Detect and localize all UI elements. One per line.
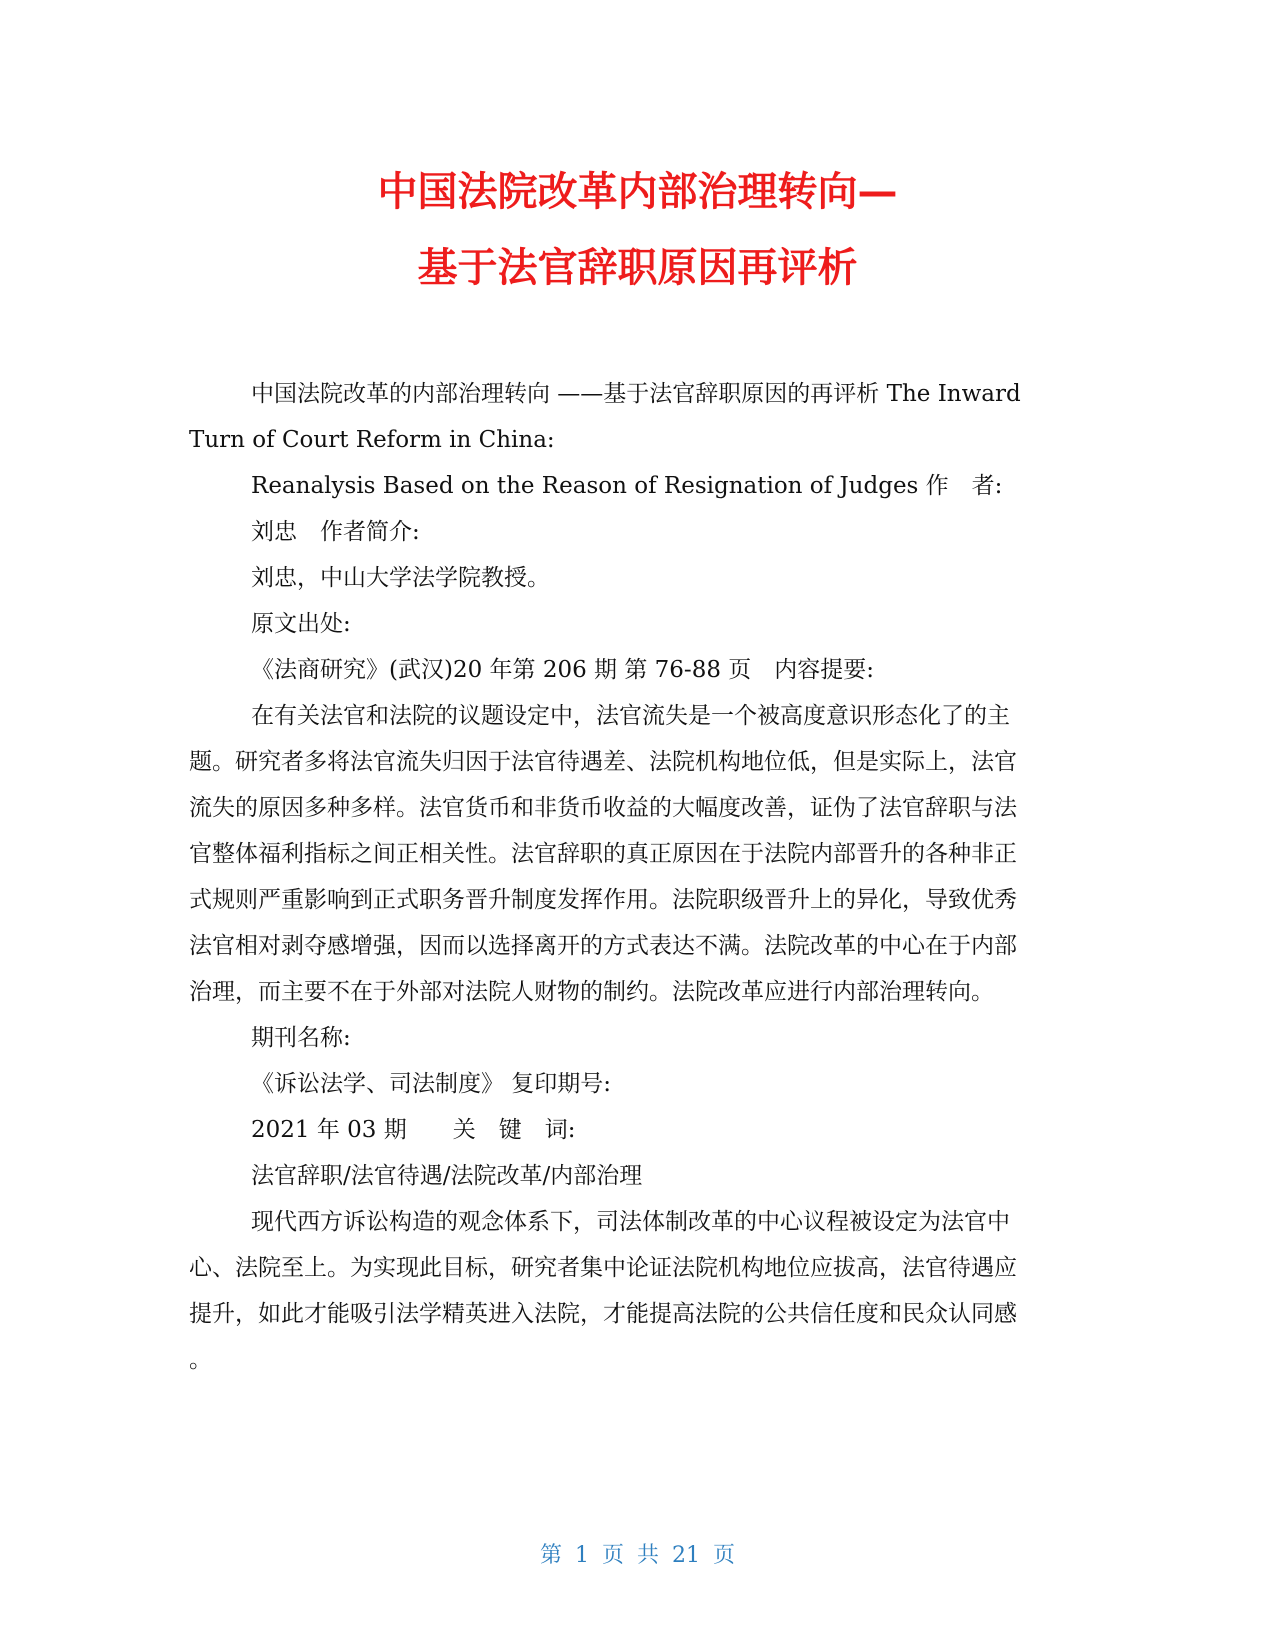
text-line: 刘忠，中山大学法学院教授。 — [251, 565, 550, 591]
text-line: 期刊名称: — [251, 1025, 351, 1051]
text-line: 题。研究者多将法官流失归因于法官待遇差、法院机构地位低，但是实际上，法官 — [189, 749, 1017, 775]
document-title-line-1: 中国法院改革内部治理转向— — [377, 169, 898, 215]
text-line: 式规则严重影响到正式职务晋升制度发挥作用。法院职级晋升上的异化，导致优秀 — [189, 887, 1017, 913]
text-line: 中国法院改革的内部治理转向 ——基于法官辞职原因的再评析 The Inward — [251, 381, 1021, 407]
text-line: 2021 年 03 期 关 键 词: — [251, 1117, 576, 1143]
text-line: 现代西方诉讼构造的观念体系下，司法体制改革的中心议程被设定为法官中 — [251, 1209, 1010, 1235]
text-line: 法官相对剥夺感增强，因而以选择离开的方式表达不满。法院改革的中心在于内部 — [189, 933, 1017, 959]
page-number-footer: 第 1 页 共 21 页 — [540, 1543, 735, 1568]
text-line: Reanalysis Based on the Reason of Resignation of Judges 作 者: — [251, 473, 1003, 499]
text-line: 《诉讼法学、司法制度》 复印期号: — [251, 1071, 612, 1097]
document-title-line-2: 基于法官辞职原因再评析 — [417, 245, 858, 291]
text-line: 提升，如此才能吸引法学精英进入法院，才能提高法院的公共信任度和民众认同感 — [189, 1301, 1017, 1327]
text-line: 刘忠 作者简介: — [251, 519, 420, 545]
text-line: 。 — [189, 1347, 212, 1373]
text-line: 官整体福利指标之间正相关性。法官辞职的真正原因在于法院内部晋升的各种非正 — [189, 841, 1017, 867]
text-line: Turn of Court Reform in China: — [189, 427, 555, 453]
text-line: 法官辞职/法官待遇/法院改革/内部治理 — [251, 1163, 643, 1189]
text-line: 原文出处: — [251, 611, 351, 637]
text-line: 流失的原因多种多样。法官货币和非货币收益的大幅度改善，证伪了法官辞职与法 — [189, 795, 1017, 821]
text-line: 心、法院至上。为实现此目标，研究者集中论证法院机构地位应拔高，法官待遇应 — [189, 1255, 1017, 1281]
text-line: 治理，而主要不在于外部对法院人财物的制约。法院改革应进行内部治理转向。 — [189, 979, 994, 1005]
text-line: 在有关法官和法院的议题设定中，法官流失是一个被高度意识形态化了的主 — [251, 703, 1010, 729]
text-line: 《法商研究》(武汉)20 年第 206 期 第 76-88 页 内容提要: — [251, 657, 875, 683]
